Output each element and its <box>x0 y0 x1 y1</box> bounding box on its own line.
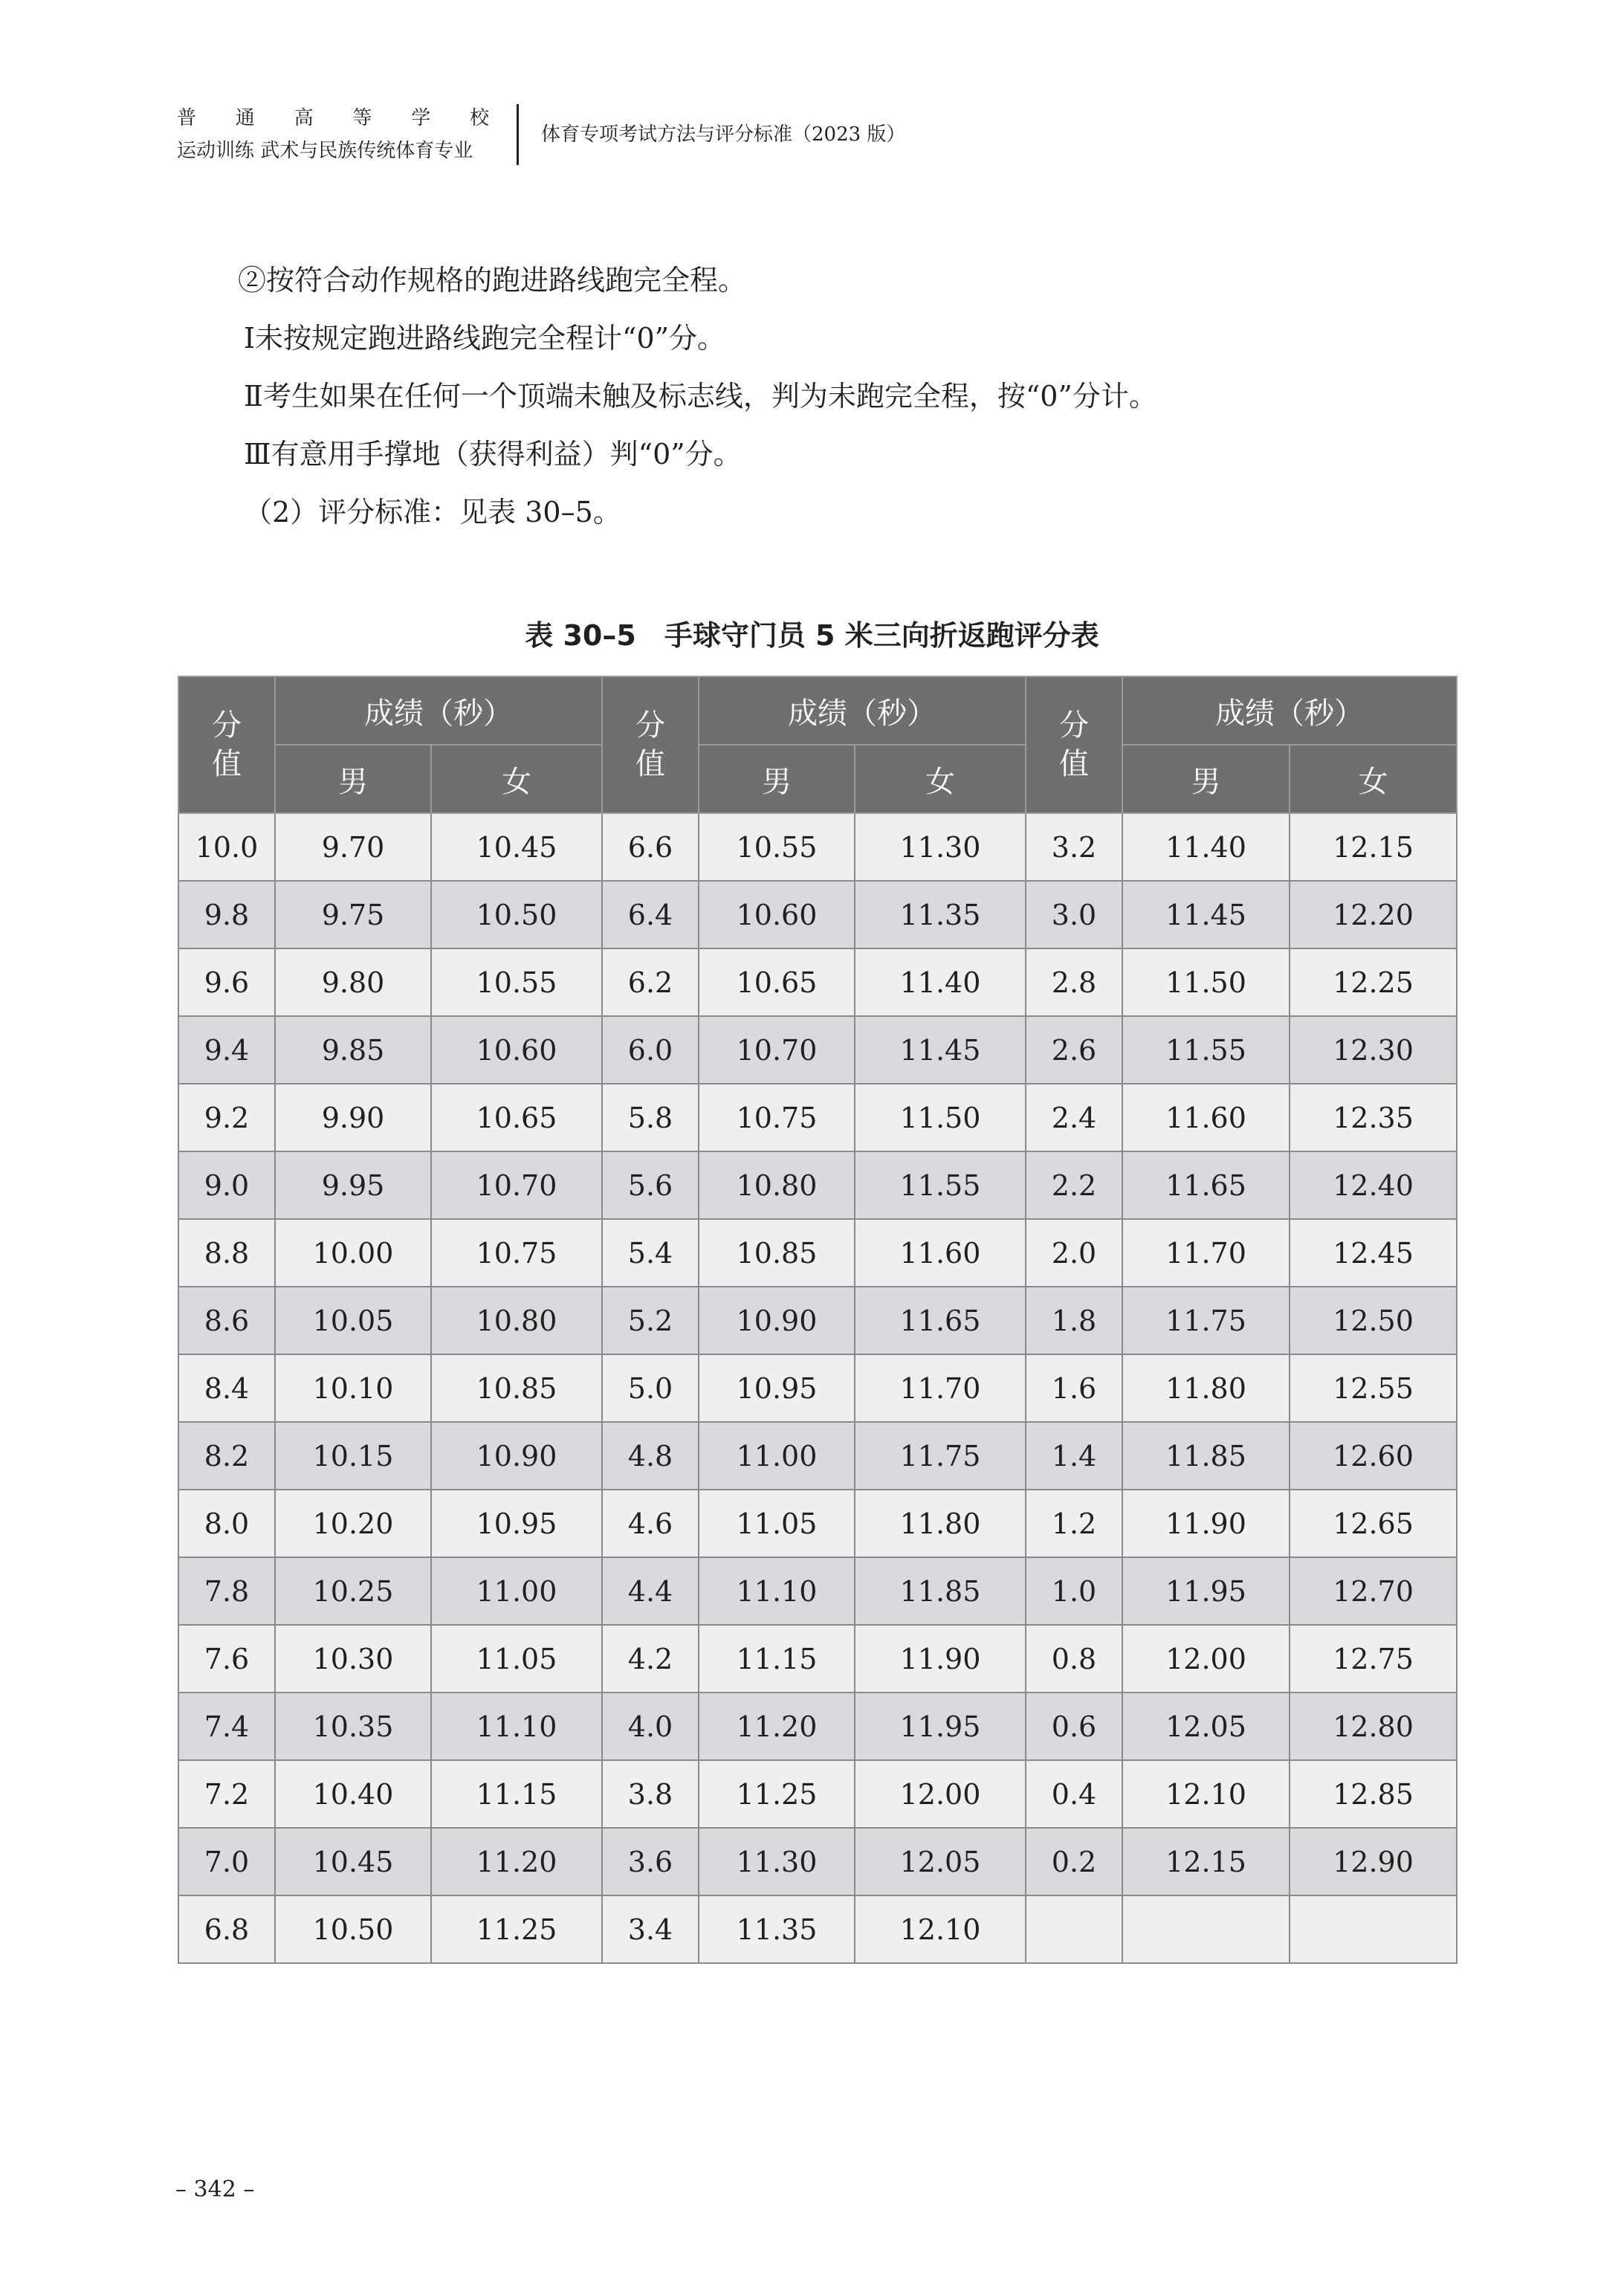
table-cell: 10.60 <box>431 1016 602 1084</box>
table-cell: 3.4 <box>602 1895 699 1963</box>
table-cell: 12.25 <box>1290 948 1457 1016</box>
header-score-char: 分 <box>635 708 665 743</box>
table-cell: 11.95 <box>855 1693 1026 1760</box>
table-cell: 0.8 <box>1026 1625 1122 1693</box>
book-title: 体育专项考试方法与评分标准（2023 版） <box>541 123 906 146</box>
table-cell: 11.85 <box>855 1557 1026 1625</box>
table-cell: 11.25 <box>699 1760 855 1828</box>
series-char: 通 <box>235 107 255 129</box>
table-row <box>178 1084 1457 1151</box>
table-cell: 3.0 <box>1026 881 1122 948</box>
table-cell: 10.35 <box>275 1693 431 1760</box>
table-cell: 12.00 <box>1122 1625 1290 1693</box>
header-score-char: 值 <box>212 747 242 781</box>
table-cell: 5.2 <box>602 1287 699 1354</box>
table-cell: 12.15 <box>1290 813 1457 881</box>
table-cell: 7.4 <box>178 1693 275 1760</box>
table-cell: 1.8 <box>1026 1287 1122 1354</box>
table-cell: 8.8 <box>178 1219 275 1287</box>
table-cell: 4.0 <box>602 1693 699 1760</box>
table-cell: 11.50 <box>1122 948 1290 1016</box>
series-char: 等 <box>352 107 372 129</box>
header-female: 女 <box>431 745 602 813</box>
table-cell: 11.35 <box>699 1895 855 1963</box>
table-cell: 8.4 <box>178 1354 275 1422</box>
table-cell: 5.4 <box>602 1219 699 1287</box>
table-cell: 6.8 <box>178 1895 275 1963</box>
table-cell: 6.4 <box>602 881 699 948</box>
table-cell: 10.50 <box>275 1895 431 1963</box>
table-cell: 11.10 <box>699 1557 855 1625</box>
table-cell: 10.25 <box>275 1557 431 1625</box>
table-row <box>178 813 1457 881</box>
table-cell: 10.15 <box>275 1422 431 1490</box>
table-cell: 4.8 <box>602 1422 699 1490</box>
table-row <box>178 1354 1457 1422</box>
table-cell: 6.0 <box>602 1016 699 1084</box>
table-cell: 11.90 <box>1122 1490 1290 1557</box>
header-result: 成绩（秒） <box>699 676 1026 745</box>
table-cell: 10.85 <box>699 1219 855 1287</box>
table-cell: 12.60 <box>1290 1422 1457 1490</box>
series-char: 校 <box>469 107 489 129</box>
table-cell: 3.6 <box>602 1828 699 1895</box>
table-cell: 11.60 <box>1122 1084 1290 1151</box>
table-cell: 11.65 <box>855 1287 1026 1354</box>
header-male: 男 <box>275 745 431 813</box>
table-cell: 0.2 <box>1026 1828 1122 1895</box>
table-cell: 11.85 <box>1122 1422 1290 1490</box>
table-cell: 10.70 <box>699 1016 855 1084</box>
table-cell: 11.70 <box>1122 1219 1290 1287</box>
table-cell: 1.6 <box>1026 1354 1122 1422</box>
table-cell: 10.20 <box>275 1490 431 1557</box>
table-cell: 10.10 <box>275 1354 431 1422</box>
table-cell: 2.0 <box>1026 1219 1122 1287</box>
table-row <box>178 1287 1457 1354</box>
table-cell: 12.45 <box>1290 1219 1457 1287</box>
table-cell: 11.15 <box>431 1760 602 1828</box>
series-char: 高 <box>294 107 314 129</box>
table-cell: 10.0 <box>178 813 275 881</box>
header-score-char: 分 <box>212 708 242 743</box>
table-row <box>178 1760 1457 1828</box>
table-cell: 12.35 <box>1290 1084 1457 1151</box>
header-divider <box>517 104 519 165</box>
table-cell: 12.10 <box>1122 1760 1290 1828</box>
table-cell <box>1122 1895 1290 1963</box>
table-cell: 9.4 <box>178 1016 275 1084</box>
table-cell: 5.6 <box>602 1151 699 1219</box>
table-cell: 12.55 <box>1290 1354 1457 1422</box>
table-cell: 11.95 <box>1122 1557 1290 1625</box>
table-cell: 2.4 <box>1026 1084 1122 1151</box>
table-cell: 11.80 <box>1122 1354 1290 1422</box>
header-score <box>178 676 275 813</box>
table-cell: 11.30 <box>855 813 1026 881</box>
series-subtitle: 运动训练 武术与民族传统体育专业 <box>177 140 473 162</box>
table-cell: 11.45 <box>1122 881 1290 948</box>
page-number: – 342 – <box>175 2176 255 2202</box>
table-row <box>178 1490 1457 1557</box>
table-cell: 0.6 <box>1026 1693 1122 1760</box>
table-row <box>178 1151 1457 1219</box>
table-cell: 12.50 <box>1290 1287 1457 1354</box>
table-cell: 12.10 <box>855 1895 1026 1963</box>
table-cell: 12.05 <box>1122 1693 1290 1760</box>
table-cell: 11.00 <box>431 1557 602 1625</box>
table-cell: 10.45 <box>275 1828 431 1895</box>
table-cell: 11.10 <box>431 1693 602 1760</box>
table-cell: 12.85 <box>1290 1760 1457 1828</box>
table-row <box>178 1828 1457 1895</box>
table-cell: 11.90 <box>855 1625 1026 1693</box>
header-score-char: 分 <box>1059 708 1089 743</box>
table-cell: 5.0 <box>602 1354 699 1422</box>
table-cell: 4.2 <box>602 1625 699 1693</box>
table-cell: 9.80 <box>275 948 431 1016</box>
table-cell: 12.70 <box>1290 1557 1457 1625</box>
table-cell: 11.40 <box>855 948 1026 1016</box>
table-cell: 10.65 <box>699 948 855 1016</box>
table-cell: 3.2 <box>1026 813 1122 881</box>
table-cell: 0.4 <box>1026 1760 1122 1828</box>
table-cell: 1.0 <box>1026 1557 1122 1625</box>
table-cell: 7.8 <box>178 1557 275 1625</box>
table-cell: 11.40 <box>1122 813 1290 881</box>
table-cell: 11.35 <box>855 881 1026 948</box>
table-cell: 9.0 <box>178 1151 275 1219</box>
table-row <box>178 948 1457 1016</box>
paragraph-line: Ⅱ考生如果在任何一个顶端未触及标志线，判为未跑完全程，按“0”分计。 <box>244 380 1157 413</box>
header-result: 成绩（秒） <box>1122 676 1457 745</box>
table-cell: 10.55 <box>431 948 602 1016</box>
table-cell: 10.95 <box>699 1354 855 1422</box>
table-cell: 11.65 <box>1122 1151 1290 1219</box>
table-cell: 10.30 <box>275 1625 431 1693</box>
table-cell: 9.6 <box>178 948 275 1016</box>
header-female: 女 <box>855 745 1026 813</box>
table-cell: 12.00 <box>855 1760 1026 1828</box>
table-cell: 10.80 <box>431 1287 602 1354</box>
table-cell: 10.50 <box>431 881 602 948</box>
table-cell: 3.8 <box>602 1760 699 1828</box>
table-cell: 1.4 <box>1026 1422 1122 1490</box>
table-row <box>178 1557 1457 1625</box>
table-cell: 10.80 <box>699 1151 855 1219</box>
table-cell: 11.05 <box>699 1490 855 1557</box>
table-cell: 10.40 <box>275 1760 431 1828</box>
table-cell: 6.6 <box>602 813 699 881</box>
table-cell: 11.30 <box>699 1828 855 1895</box>
table-cell: 5.8 <box>602 1084 699 1151</box>
table-cell: 11.55 <box>855 1151 1026 1219</box>
table-cell: 4.4 <box>602 1557 699 1625</box>
table-cell: 12.75 <box>1290 1625 1457 1693</box>
running-header-series <box>177 106 504 164</box>
table-cell <box>1026 1895 1122 1963</box>
table-cell: 10.70 <box>431 1151 602 1219</box>
table-cell: 7.6 <box>178 1625 275 1693</box>
table-cell: 11.05 <box>431 1625 602 1693</box>
table-cell: 10.05 <box>275 1287 431 1354</box>
table-cell: 11.75 <box>1122 1287 1290 1354</box>
header-male: 男 <box>699 745 855 813</box>
table-row <box>178 1693 1457 1760</box>
table-cell: 8.2 <box>178 1422 275 1490</box>
paragraph-line: Ⅰ未按规定跑进路线跑完全程计“0”分。 <box>244 322 726 355</box>
table-cell: 1.2 <box>1026 1490 1122 1557</box>
table-cell: 10.85 <box>431 1354 602 1422</box>
table-cell: 12.30 <box>1290 1016 1457 1084</box>
table-cell: 9.85 <box>275 1016 431 1084</box>
paragraph-line: Ⅲ有意用手撑地（获得利益）判“0”分。 <box>244 438 742 471</box>
table-cell: 12.80 <box>1290 1693 1457 1760</box>
series-char: 学 <box>411 107 431 129</box>
table-cell: 10.75 <box>431 1219 602 1287</box>
header-result: 成绩（秒） <box>275 676 602 745</box>
table-row <box>178 1219 1457 1287</box>
paragraph-line: （2）评分标准：见表 30–5。 <box>244 496 621 529</box>
table-cell: 11.20 <box>431 1828 602 1895</box>
table-cell: 11.55 <box>1122 1016 1290 1084</box>
table-cell: 10.65 <box>431 1084 602 1151</box>
table-cell: 12.65 <box>1290 1490 1457 1557</box>
table-cell: 12.05 <box>855 1828 1026 1895</box>
table-cell: 10.00 <box>275 1219 431 1287</box>
table-cell: 9.70 <box>275 813 431 881</box>
table-cell: 9.8 <box>178 881 275 948</box>
table-cell: 12.20 <box>1290 881 1457 948</box>
table-row <box>178 1016 1457 1084</box>
table-cell: 9.2 <box>178 1084 275 1151</box>
paragraph-line: ②按符合动作规格的跑进路线跑完全程。 <box>238 264 747 297</box>
table-cell: 2.2 <box>1026 1151 1122 1219</box>
table-cell: 6.2 <box>602 948 699 1016</box>
table-cell: 10.95 <box>431 1490 602 1557</box>
table-cell: 9.75 <box>275 881 431 948</box>
table-cell: 11.80 <box>855 1490 1026 1557</box>
header-score <box>1026 676 1122 813</box>
table-cell: 10.55 <box>699 813 855 881</box>
header-score-char: 值 <box>635 747 665 781</box>
table-cell: 11.15 <box>699 1625 855 1693</box>
table-cell: 11.20 <box>699 1693 855 1760</box>
table-cell: 11.70 <box>855 1354 1026 1422</box>
header-male: 男 <box>1122 745 1290 813</box>
table-cell <box>1290 1895 1457 1963</box>
table-row <box>178 881 1457 948</box>
table-cell: 12.15 <box>1122 1828 1290 1895</box>
table-cell: 10.90 <box>699 1287 855 1354</box>
table-cell: 12.90 <box>1290 1828 1457 1895</box>
series-char: 普 <box>177 107 197 129</box>
table-cell: 11.25 <box>431 1895 602 1963</box>
table-title: 表 30–5 手球守门员 5 米三向折返跑评分表 <box>525 619 1099 652</box>
table-cell: 11.75 <box>855 1422 1026 1490</box>
table-cell: 10.75 <box>699 1084 855 1151</box>
table-cell: 10.60 <box>699 881 855 948</box>
table-row <box>178 1422 1457 1490</box>
table-cell: 2.8 <box>1026 948 1122 1016</box>
table-cell: 10.90 <box>431 1422 602 1490</box>
table-cell: 11.45 <box>855 1016 1026 1084</box>
table-row <box>178 1625 1457 1693</box>
table-cell: 11.00 <box>699 1422 855 1490</box>
table-cell: 7.0 <box>178 1828 275 1895</box>
table-cell: 12.40 <box>1290 1151 1457 1219</box>
header-female: 女 <box>1290 745 1457 813</box>
table-row <box>178 1895 1457 1963</box>
body-text <box>238 251 1157 541</box>
table-cell: 9.95 <box>275 1151 431 1219</box>
table-cell: 11.50 <box>855 1084 1026 1151</box>
header-score <box>602 676 699 813</box>
table-cell: 8.0 <box>178 1490 275 1557</box>
series-title <box>177 106 489 131</box>
table-cell: 7.2 <box>178 1760 275 1828</box>
table-cell: 10.45 <box>431 813 602 881</box>
table-cell: 11.60 <box>855 1219 1026 1287</box>
table-cell: 2.6 <box>1026 1016 1122 1084</box>
score-table <box>178 676 1458 1964</box>
table-body <box>178 813 1457 1963</box>
table-cell: 9.90 <box>275 1084 431 1151</box>
header-score-char: 值 <box>1059 747 1089 781</box>
table-cell: 4.6 <box>602 1490 699 1557</box>
table-cell: 8.6 <box>178 1287 275 1354</box>
